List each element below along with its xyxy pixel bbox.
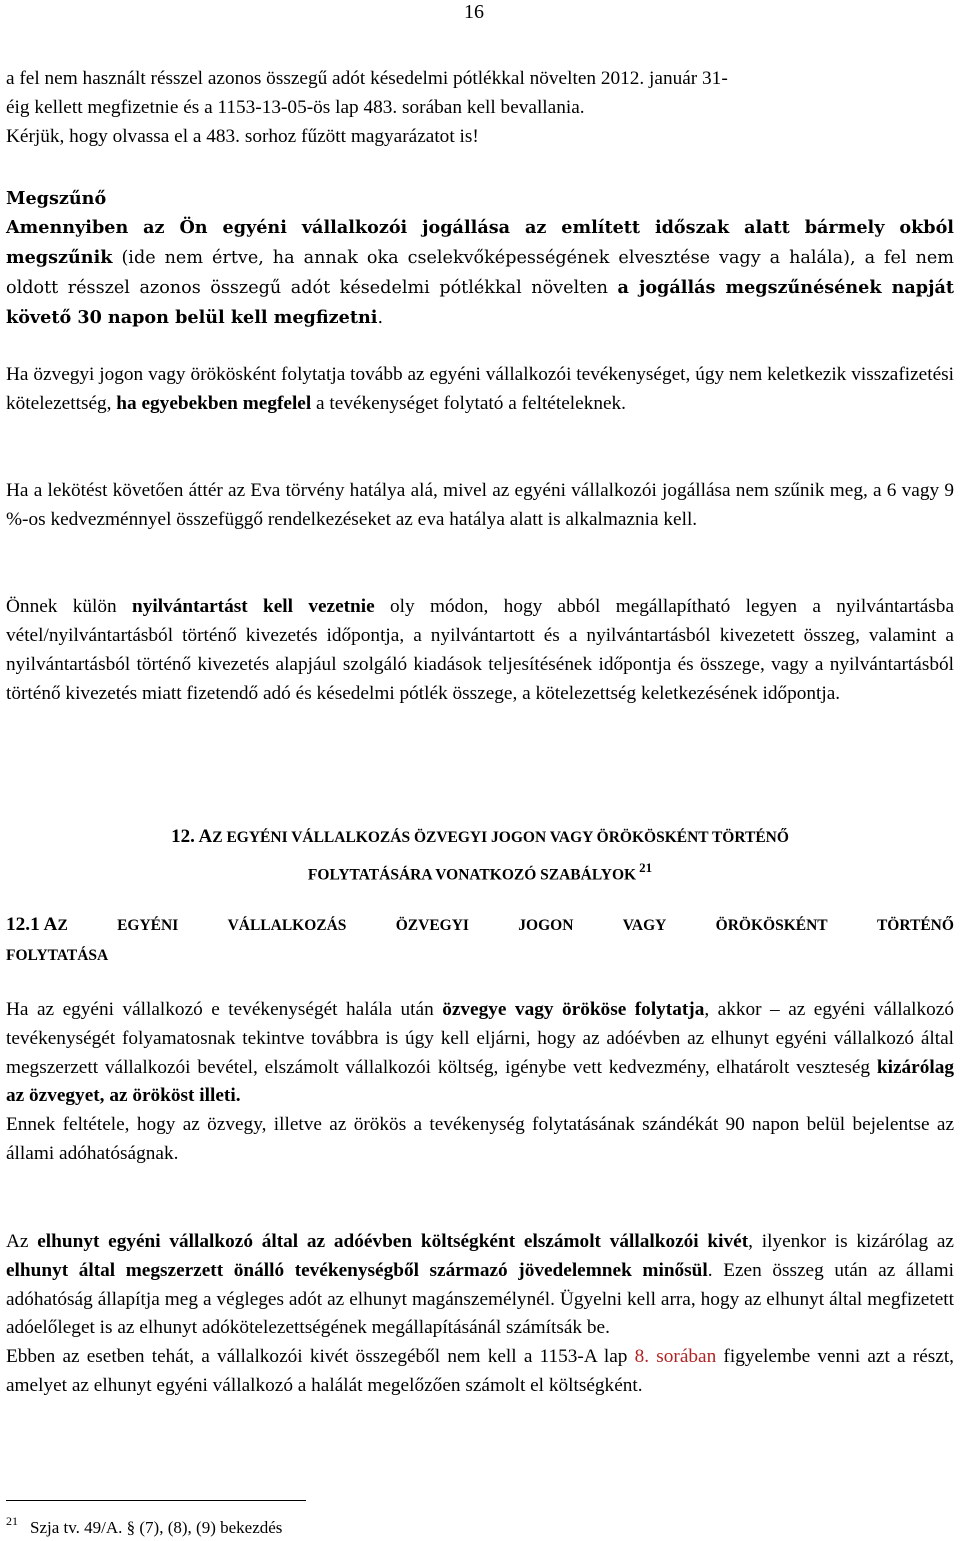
- feltetel-text: Ennek feltétele, hogy az özvegy, illetve az örökös a tevékenység folytatásának szándékát 90 napon belül bejelentse az állami adóhatóságnak.: [6, 1114, 954, 1164]
- heading-121-line2: FOLYTATÁSA: [6, 947, 109, 964]
- kivet-text: Az: [6, 1231, 38, 1252]
- heading-121-number: 12.1 A: [6, 914, 58, 935]
- heading-12-line2: FOLYTATÁSÁRA VONATKOZÓ SZABÁLYOK: [307, 866, 637, 884]
- heading-121-word: ÖRÖKÖSKÉNT: [715, 917, 828, 934]
- megszuno-text: (ide nem értve, ha annak oka cselekvőképességének elvesztése vagy a halála), a fel nem oldott résszel azonos összegű adót késedelmi pótlékkal növelten: [6, 248, 954, 298]
- ozvegy-text: Ha özvegyi jogon vagy örökösként folytatja tovább az egyéni vállalkozói tevékenységet, úgy nem keletkezik visszafizetési kötelezettség,: [6, 364, 954, 414]
- ozvegy-text-end: a tevékenységet folytató a feltételeknek.: [311, 393, 626, 414]
- megszuno-bold-deadline: a jogállás megszűnésének napját követő 30 napon belül kell megfizetni: [6, 277, 954, 328]
- nyilv-text: Önnek külön: [6, 596, 132, 617]
- heading-121-word: EGYÉNI: [117, 917, 179, 934]
- footnote-number: 21: [6, 1514, 18, 1528]
- kivet-bold: elhunyt egyéni vállalkozó által az adóévben költségként elszámolt vállalkozói kivét: [37, 1231, 749, 1252]
- intro-line: a fel nem használt résszel azonos összegű adót késedelmi pótlékkal növelten 2012. január 31-: [6, 68, 728, 89]
- halala-bold-end: kizárólag az özvegyet, az örököst illeti.: [6, 1056, 954, 1107]
- page-number: 16: [464, 1, 484, 23]
- ozvegy-bold: ha egyebekben megfelel: [116, 393, 312, 414]
- ebben-text-rest: figyelembe venni azt a részt, amelyet az elhunyt egyéni vállalkozó a halálát megelőzően számolt el költségként.: [6, 1346, 954, 1396]
- eva-paragraph: [6, 476, 954, 534]
- megszuno-title: Megszűnő: [6, 188, 107, 209]
- footnote: [6, 1508, 282, 1541]
- kivet-bold-2: elhunyt által megszerzett önálló tevékenységből származó jövedelemnek minősül: [6, 1259, 708, 1281]
- heading-121-word: VAGY: [622, 917, 667, 934]
- kivet-paragraph: [6, 1228, 954, 1401]
- halala-text-rest: , akkor – az egyéni vállalkozó tevékenységét folyamatosnak tekintve továbbra is úgy kell eljárni, hogy az adóévben az elhunyt egyéni vállalkozó által megszerzett vállalkozói bevétel, elszámolt vállalkozói költség, igénybe vett kedvezmény, elhatárolt veszteség: [6, 999, 954, 1078]
- eva-text: Ha a lekötést követően áttér az Eva törvény hatálya alá, mivel az egyéni vállalkozói jogállása nem szűnik meg, a 6 vagy 9 %-os kedvezménnyel összefüggő rendelkezéseket az eva hatálya alatt is alkalmaznia kell.: [6, 480, 954, 530]
- footnote-ref: 21: [639, 860, 653, 875]
- nyilv-text-rest: oly módon, hogy abból megállapítható legyen a nyilvántartásba vétel/nyilvántartásból történő kivezetés időpontja, a nyilvántartott és a nyilvántartásból kivezetett összeg, valamint a nyilvántartásból történő kivezetés alapjául szolgáló kiadások teljesítésének időpontja és összege, vagy a nyilvántartásból történő kivezetés miatt fizetendő adó és késedelmi pótlék összege, a kötelezettség keletkezésének időpontja.: [6, 596, 955, 704]
- nyilvantartas-paragraph: [6, 592, 954, 708]
- heading-121-word: ÖZVEGYI: [395, 917, 469, 934]
- megszuno-end: .: [377, 308, 384, 328]
- halala-bold: özvegye vagy örököse folytatja: [442, 999, 705, 1020]
- section-heading-12: [0, 822, 960, 890]
- heading-121-word: Z: [57, 917, 68, 934]
- footnote-text: Szja tv. 49/A. § (7), (8), (9) bekezdés: [30, 1518, 283, 1537]
- intro-line: éig kellett megfizetnie és a 1153-13-05-ös lap 483. sorában kell bevallania.: [6, 97, 585, 118]
- nyilv-bold: nyilvántartást kell vezetnie: [131, 596, 375, 617]
- ebben-text: Ebben az esetben tehát, a vállalkozói kivét összegéből nem kell a 1153-A lap: [6, 1346, 635, 1368]
- megszuno-bold-lead: Amennyiben az Ön egyéni vállalkozói jogállása az említett időszak alatt bármely okból megszűnik: [6, 217, 954, 268]
- heading-121-word: JOGON: [518, 917, 574, 934]
- kivet-text-mid: , ilyenkor is kizárólag az: [748, 1231, 954, 1252]
- heading-121-word: VÁLLALKOZÁS: [227, 917, 347, 934]
- ozvegy-paragraph: [6, 360, 954, 418]
- halala-paragraph: [6, 996, 954, 1169]
- megszuno-section: [6, 184, 954, 333]
- intro-paragraph: [6, 64, 954, 151]
- section-heading-12-1: [6, 910, 954, 971]
- megszuno-paragraph: [6, 213, 954, 333]
- halala-text: Ha az egyéni vállalkozó e tevékenységét halála után: [6, 999, 443, 1020]
- sor-8-link[interactable]: 8. sorában: [634, 1346, 717, 1368]
- heading-121-word: TÖRTÉNŐ: [876, 917, 954, 934]
- intro-line: Kérjük, hogy olvassa el a 483. sorhoz fűzött magyarázatot is!: [6, 126, 479, 147]
- heading-12-number: 12. A: [171, 826, 213, 847]
- kivet-text-rest: . Ezen összeg után az állami adóhatóság állapítja meg a végleges adót az elhunyt magánszemélynél. Ügyelni kell arra, hogy az elhunyt által megfizetett adóelőleget is az elhunyt adókötelezettségének megállapításánál számítsák be.: [6, 1259, 955, 1339]
- footnote-divider: [6, 1500, 306, 1501]
- heading-12-line1: Z EGYÉNI VÁLLALKOZÁS ÖZVEGYI JOGON VAGY ÖRÖKÖSKÉNT TÖRTÉNŐ: [212, 829, 789, 846]
